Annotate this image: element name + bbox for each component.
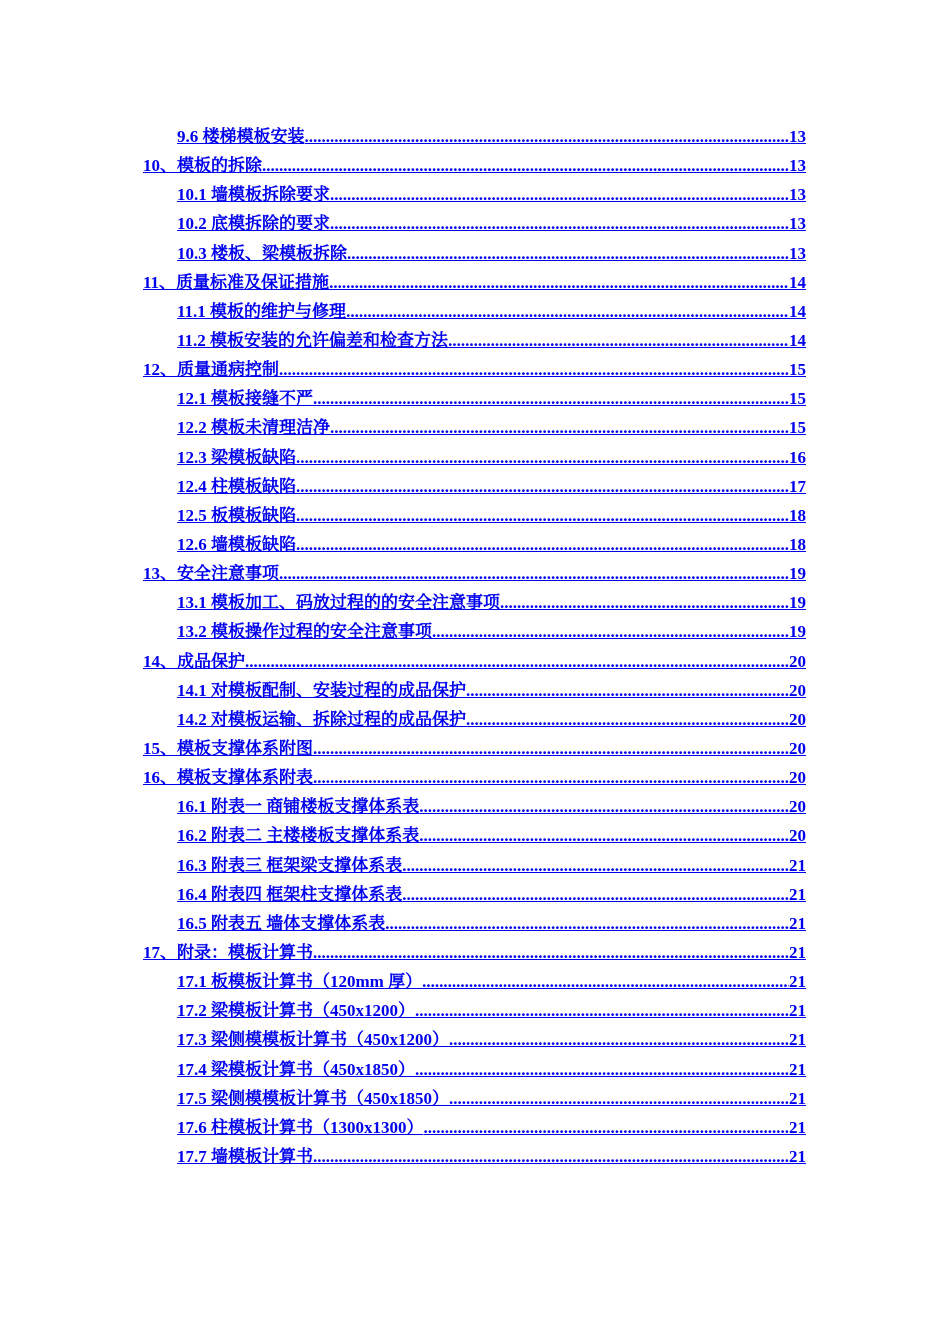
toc-dot-leader (313, 938, 789, 967)
toc-entry-page-number: 18 (789, 534, 806, 554)
toc-entry[interactable] (143, 938, 806, 967)
toc-dot-leader (296, 530, 789, 559)
toc-entry[interactable] (143, 967, 806, 996)
toc-entry-title: 17.5 梁侧模模板计算书（450x1850） (177, 1088, 449, 1108)
toc-entry[interactable] (143, 472, 806, 501)
toc-entry[interactable] (143, 326, 806, 355)
toc-dot-leader (415, 996, 789, 1025)
toc-dot-leader (449, 1025, 789, 1054)
toc-dot-leader (346, 297, 789, 326)
toc-entry[interactable] (143, 1055, 806, 1084)
toc-entry-page-number: 21 (789, 1001, 806, 1021)
toc-dot-leader (449, 1084, 789, 1113)
toc-dot-leader (419, 821, 789, 850)
toc-entry[interactable] (143, 239, 806, 268)
table-of-contents (143, 122, 806, 1171)
toc-entry-title: 16、模板支撑体系附表 (143, 768, 313, 788)
toc-entry-page-number: 13 (789, 243, 806, 263)
toc-entry-title: 10.1 墙模板拆除要求 (177, 185, 330, 205)
toc-entry-title: 16.4 附表四 框架柱支撑体系表 (177, 884, 403, 904)
toc-entry-title: 17.3 梁侧模模板计算书（450x1200） (177, 1030, 449, 1050)
toc-dot-leader (422, 967, 789, 996)
toc-entry-page-number: 14 (789, 330, 806, 350)
toc-entry-page-number: 21 (789, 884, 806, 904)
toc-dot-leader (448, 326, 789, 355)
toc-entry[interactable] (143, 1113, 806, 1142)
toc-dot-leader (313, 384, 789, 413)
toc-dot-leader (245, 647, 789, 676)
toc-entry[interactable] (143, 530, 806, 559)
toc-entry-title: 11、质量标准及保证措施 (143, 272, 330, 292)
toc-entry-title: 17.7 墙模板计算书 (177, 1146, 313, 1166)
toc-dot-leader (305, 122, 790, 151)
toc-dot-leader (313, 1142, 789, 1171)
toc-entry-title: 17.1 板模板计算书（120mm 厚） (177, 972, 423, 992)
toc-entry-title: 16.1 附表一 商铺楼板支撑体系表 (177, 797, 420, 817)
toc-entry-title: 11.2 模板安装的允许偏差和检查方法 (177, 330, 449, 350)
toc-dot-leader (279, 355, 789, 384)
toc-dot-leader (330, 413, 789, 442)
toc-entry-page-number: 19 (789, 593, 806, 613)
toc-entry-title: 12.4 柱模板缺陷 (177, 476, 296, 496)
toc-entry-page-number: 13 (789, 214, 806, 234)
toc-dot-leader (347, 239, 789, 268)
toc-entry-page-number: 21 (789, 855, 806, 875)
toc-dot-leader (402, 851, 789, 880)
toc-entry-page-number: 21 (789, 913, 806, 933)
toc-entry-title: 13.2 模板操作过程的安全注意事项 (177, 622, 432, 642)
toc-entry[interactable] (143, 647, 806, 676)
toc-entry[interactable] (143, 209, 806, 238)
toc-entry[interactable] (143, 763, 806, 792)
toc-entry[interactable] (143, 268, 806, 297)
toc-entry-page-number: 21 (789, 1146, 806, 1166)
toc-dot-leader (296, 443, 789, 472)
toc-entry-page-number: 21 (789, 1030, 806, 1050)
toc-entry-page-number: 21 (789, 1117, 806, 1137)
toc-entry[interactable] (143, 996, 806, 1025)
toc-entry-page-number: 20 (789, 709, 806, 729)
toc-entry[interactable] (143, 880, 806, 909)
toc-entry-page-number: 21 (789, 942, 806, 962)
toc-dot-leader (500, 588, 789, 617)
toc-entry-title: 17.6 柱模板计算书（1300x1300） (177, 1117, 424, 1137)
toc-entry[interactable] (143, 355, 806, 384)
toc-entry-page-number: 20 (789, 768, 806, 788)
toc-entry[interactable] (143, 122, 806, 151)
toc-entry-title: 10.2 底模拆除的要求 (177, 214, 330, 234)
toc-entry[interactable] (143, 734, 806, 763)
toc-entry-title: 11.1 模板的维护与修理 (177, 301, 347, 321)
toc-dot-leader (313, 734, 789, 763)
toc-entry-page-number: 15 (789, 360, 806, 380)
toc-entry[interactable] (143, 617, 806, 646)
toc-entry-title: 12.1 模板接缝不严 (177, 389, 313, 409)
toc-dot-leader (415, 1055, 789, 1084)
toc-dot-leader (402, 880, 789, 909)
toc-entry-page-number: 20 (789, 797, 806, 817)
toc-dot-leader (419, 792, 789, 821)
toc-entry[interactable] (143, 1025, 806, 1054)
toc-entry[interactable] (143, 851, 806, 880)
toc-entry-page-number: 20 (789, 680, 806, 700)
toc-entry-page-number: 13 (789, 185, 806, 205)
toc-dot-leader (424, 1113, 790, 1142)
toc-entry-title: 16.5 附表五 墙体支撑体系表 (177, 913, 386, 933)
toc-entry-page-number: 20 (789, 738, 806, 758)
toc-entry-title: 9.6 楼梯模板安装 (177, 127, 305, 146)
toc-entry-page-number: 21 (789, 972, 806, 992)
toc-entry[interactable] (143, 501, 806, 530)
toc-entry[interactable] (143, 559, 806, 588)
toc-dot-leader (385, 909, 789, 938)
toc-entry-title: 16.2 附表二 主楼楼板支撑体系表 (177, 826, 420, 846)
toc-dot-leader (262, 151, 789, 180)
toc-entry[interactable] (143, 180, 806, 209)
toc-entry[interactable] (143, 821, 806, 850)
toc-dot-leader (329, 268, 789, 297)
toc-entry-page-number: 15 (789, 418, 806, 438)
toc-entry-title: 12.2 模板未清理洁净 (177, 418, 330, 438)
toc-entry-title: 13.1 模板加工、码放过程的的安全注意事项 (177, 593, 500, 613)
toc-entry-page-number: 20 (789, 651, 806, 671)
toc-entry-title: 16.3 附表三 框架梁支撑体系表 (177, 855, 403, 875)
toc-entry-page-number: 19 (789, 622, 806, 642)
toc-dot-leader (466, 676, 789, 705)
toc-entry-page-number: 15 (789, 389, 806, 409)
toc-entry-page-number: 13 (789, 156, 806, 176)
toc-entry-page-number: 17 (789, 476, 806, 496)
toc-entry-page-number: 21 (789, 1059, 806, 1079)
toc-entry-title: 12.6 墙模板缺陷 (177, 534, 296, 554)
toc-dot-leader (432, 617, 789, 646)
toc-entry[interactable] (143, 676, 806, 705)
toc-entry-title: 17.4 梁模板计算书（450x1850） (177, 1059, 415, 1079)
toc-entry[interactable] (143, 705, 806, 734)
toc-entry-page-number: 19 (789, 564, 806, 584)
toc-entry-page-number: 16 (789, 447, 806, 467)
toc-entry-page-number: 21 (789, 1088, 806, 1108)
toc-entry-title: 13、安全注意事项 (143, 564, 279, 584)
toc-entry-title: 14、成品保护 (143, 651, 245, 671)
toc-dot-leader (313, 763, 789, 792)
toc-entry-page-number: 14 (789, 272, 806, 292)
toc-entry[interactable] (143, 384, 806, 413)
toc-entry[interactable] (143, 151, 806, 180)
toc-entry-title: 14.1 对模板配制、安装过程的成品保护 (177, 680, 466, 700)
toc-entry-title: 12.3 梁模板缺陷 (177, 447, 296, 467)
toc-entry-title: 15、模板支撑体系附图 (143, 738, 313, 758)
toc-entry-page-number: 14 (789, 301, 806, 321)
toc-dot-leader (466, 705, 789, 734)
toc-entry[interactable] (143, 792, 806, 821)
toc-entry[interactable] (143, 413, 806, 442)
toc-entry-page-number: 20 (789, 826, 806, 846)
toc-entry-title: 12.5 板模板缺陷 (177, 505, 296, 525)
toc-entry[interactable] (143, 1084, 806, 1113)
toc-entry[interactable] (143, 297, 806, 326)
toc-entry-page-number: 13 (789, 127, 806, 146)
toc-dot-leader (330, 180, 789, 209)
toc-entry[interactable] (143, 443, 806, 472)
toc-entry-title: 17.2 梁模板计算书（450x1200） (177, 1001, 415, 1021)
toc-entry-title: 10、模板的拆除 (143, 156, 262, 176)
toc-entry[interactable] (143, 588, 806, 617)
toc-entry-title: 17、附录：模板计算书 (143, 942, 313, 962)
toc-dot-leader (296, 501, 789, 530)
toc-entry-title: 14.2 对模板运输、拆除过程的成品保护 (177, 709, 466, 729)
toc-entry-title: 10.3 楼板、梁模板拆除 (177, 243, 347, 263)
toc-dot-leader (330, 209, 789, 238)
toc-entry-title: 12、质量通病控制 (143, 360, 279, 380)
toc-entry-page-number: 18 (789, 505, 806, 525)
toc-dot-leader (296, 472, 789, 501)
toc-dot-leader (279, 559, 789, 588)
toc-entry[interactable] (143, 909, 806, 938)
toc-entry[interactable] (143, 1142, 806, 1171)
